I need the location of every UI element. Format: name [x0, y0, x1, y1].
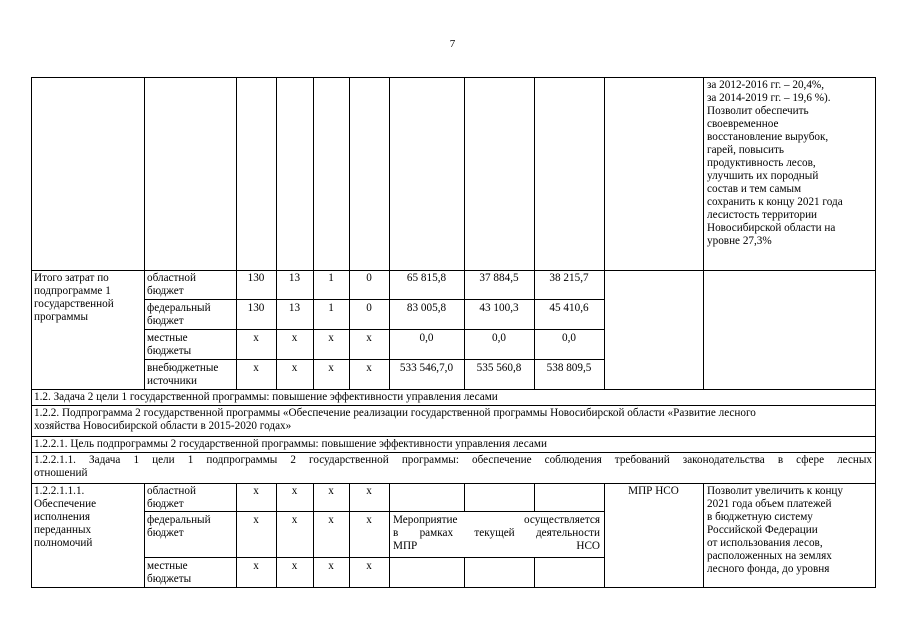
value-cell: х	[328, 362, 334, 374]
value-cell: х	[366, 362, 372, 374]
value-cell: х	[366, 560, 372, 572]
value-cell: х	[253, 332, 259, 344]
value-cell: 130	[247, 272, 265, 284]
amount-cell: 65 815,8	[406, 272, 447, 284]
amount-cell: 0,0	[562, 332, 576, 344]
value-cell: х	[366, 332, 372, 344]
value-cell: х	[291, 332, 298, 344]
value-cell: х	[328, 332, 334, 344]
activity-result: Позволит увеличить к концу 2021 года объем платежей в бюджетную систему Российской Федерации от использования лесов, расположенных на землях лесного фонда, до уровня	[707, 485, 844, 575]
funding-source: областной бюджет	[147, 485, 196, 510]
result-description-text: за 2012-2016 гг. – 20,4%, за 2014-2019 гг. – 19,6 %). Позволит обеспечить своевременное восстановление вырубок, гарей, повысить продуктивность лесов, улучшить их породный состав и тем самым сохранить к концу 2021 года лесистость территории Новосибирской области на уровне 27,3%	[707, 79, 843, 247]
value-cell: х	[253, 362, 259, 374]
value-cell: 13	[288, 302, 301, 314]
total-label: Итого затрат по подпрограмме 1 государственной программы	[34, 272, 114, 323]
funding-source: федеральный бюджет	[147, 302, 211, 327]
section-heading: 1.2.2.1.1. Задача 1 цели 1 подпрограммы 2 государственной программы: обеспечение соблюдения требований законодательства в сфере лесных отношений	[34, 454, 872, 479]
section-heading: 1.2.2.1. Цель подпрограммы 2 государственной программы: повышение эффективности управления лесами	[34, 438, 547, 450]
value-cell: 13	[288, 272, 301, 284]
executor-cell: МПР НСО	[628, 485, 679, 497]
amount-cell: 37 884,5	[479, 272, 519, 284]
activity-note: Мероприятие осуществляется в рамках текущей деятельности МПР НСО	[393, 514, 600, 552]
value-cell: 1	[328, 272, 334, 284]
amount-cell: 83 005,8	[406, 302, 447, 314]
amount-cell: 538 809,5	[546, 362, 592, 374]
value-cell: х	[291, 362, 298, 374]
value-cell: х	[328, 514, 334, 526]
amount-cell: 0,0	[419, 332, 434, 344]
value-cell: х	[291, 514, 298, 526]
page-number: 7	[449, 38, 456, 50]
value-cell: х	[328, 485, 334, 497]
value-cell: х	[291, 560, 298, 572]
value-cell: х	[291, 485, 298, 497]
amount-cell: 38 215,7	[549, 272, 589, 284]
value-cell: х	[253, 514, 259, 526]
value-cell: х	[253, 560, 259, 572]
value-cell: х	[253, 485, 259, 497]
amount-cell: 533 546,7,0	[399, 362, 454, 374]
funding-source: внебюджетные источники	[147, 362, 219, 387]
value-cell: х	[366, 485, 372, 497]
value-cell: 0	[366, 302, 372, 314]
amount-cell: 45 410,6	[549, 302, 589, 314]
section-heading: 1.2. Задача 2 цели 1 государственной программы: повышение эффективности управления лесами	[34, 391, 498, 403]
funding-source: местные бюджеты	[147, 332, 192, 357]
value-cell: х	[366, 514, 372, 526]
funding-source: областной бюджет	[147, 272, 196, 297]
amount-cell: 535 560,8	[476, 362, 522, 374]
amount-cell: 43 100,3	[479, 302, 519, 314]
value-cell: 1	[328, 302, 334, 314]
funding-source: федеральный бюджет	[147, 514, 211, 539]
value-cell: 0	[366, 272, 372, 284]
amount-cell: 0,0	[492, 332, 506, 344]
value-cell: 130	[247, 302, 265, 314]
value-cell: х	[328, 560, 334, 572]
funding-source: местные бюджеты	[147, 560, 192, 585]
section-heading: 1.2.2. Подпрограмма 2 государственной программы «Обеспечение реализации государственной программы Новосибирской области «Развитие лесного хозяйства Новосибирской области в 2015-2020 годах»	[34, 407, 756, 432]
activity-label: 1.2.2.1.1.1. Обеспечение исполнения переданных полномочий	[34, 485, 97, 549]
